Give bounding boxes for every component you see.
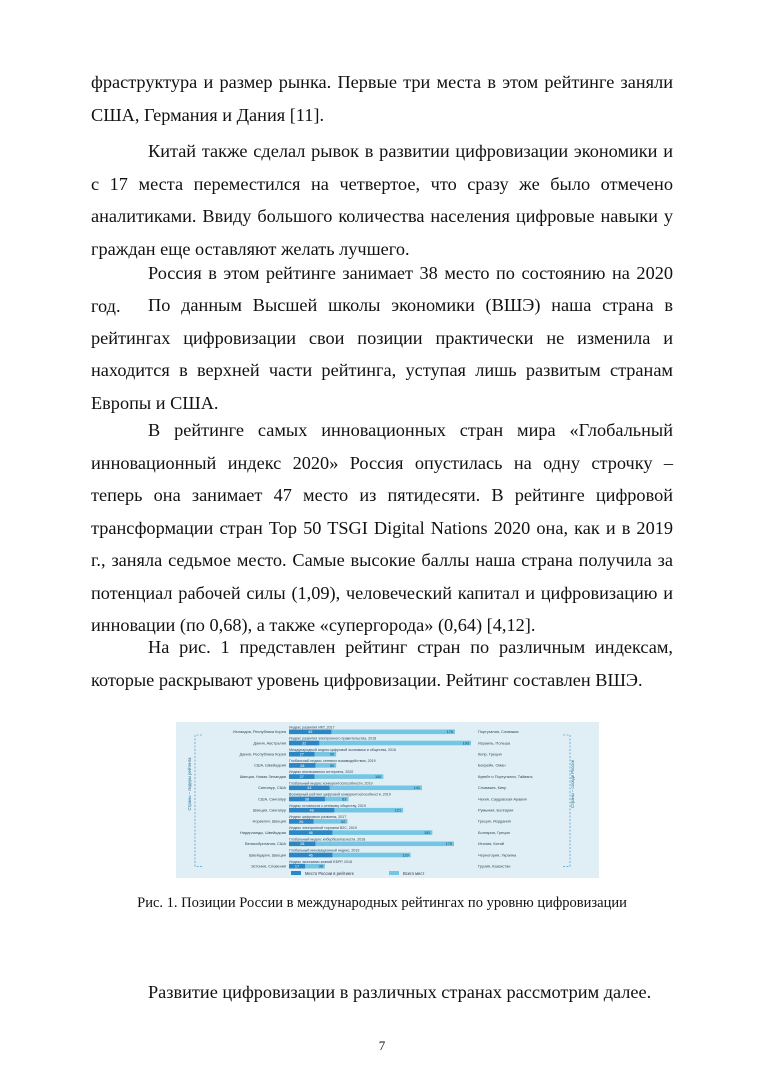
russia-value-label: 43 <box>307 786 312 791</box>
neighbor-countries: Бахрейн, Оман <box>478 762 506 768</box>
neighbor-countries: Черногория, Украина <box>478 852 517 858</box>
legend-swatch-russia <box>291 871 301 875</box>
paragraph-2: Китай также сделал рывок в развитии цифровизации экономики и с 17 места переместился на четвертое, что сразу же было отмечено аналитиками. Ввиду большого количества населения цифровые навыки у граждан еще оставляют желать лучшего. <box>91 141 673 259</box>
index-title: Глобальный инновационный индекс, 2019 <box>289 848 360 853</box>
paragraph-4: По данным Высшей школы экономики (ВШЭ) наша страна в рейтингах цифровизации свои позиции практически не изменила и находится в верхней части рейтинга, уступая лишь развитым странам Европы и США. <box>91 295 673 413</box>
leader-countries: США, Швейцария <box>254 762 286 768</box>
index-title: Индекс электронной торговли B2C, 2019 <box>289 826 357 831</box>
index-title: Индекс развития электронного правительства, 2018 <box>289 736 377 741</box>
leader-countries: Великобритания, США <box>244 841 286 847</box>
total-value-label: 129 <box>402 853 409 858</box>
russia-value-label: 45 <box>308 730 313 735</box>
index-title: Индекс цифрового развития, 2017 <box>289 815 347 819</box>
paragraph-6: На рис. 1 представлен рейтинг стран по различным индексам, которые раскрывают уровень цифровизации. Рейтинг составлен ВШЭ. <box>91 637 673 690</box>
leader-countries: Швеция, Сингапур <box>252 807 286 813</box>
index-title: Глобальный индекс конкурентоспособности, 2019 <box>289 781 373 786</box>
russia-value-label: 32 <box>301 741 307 746</box>
russia-value-label: 46 <box>308 853 313 858</box>
closing-sentence: Развитие цифровизации в различных странах рассмотрим далее. <box>148 982 652 1002</box>
leader-countries: Дания, Республика Корея <box>239 751 286 757</box>
russia-value-label: 48 <box>309 808 314 813</box>
russia-value-label: 46 <box>308 831 313 835</box>
total-value-label: 121 <box>394 808 402 813</box>
neighbor-countries: Италия, Китай <box>478 841 504 847</box>
neighbor-countries: Болгария, Греция <box>478 829 510 835</box>
legend-label-russia: Место России в рейтинге <box>305 871 355 876</box>
russia-value-label: 26 <box>299 819 304 824</box>
neighbor-countries: Чехия, Саудовская Аравия <box>478 796 527 802</box>
russia-value-label: 28 <box>300 842 305 847</box>
index-title: Всемирный рейтинг цифровой конкурентоспособности, 2019 <box>289 792 391 797</box>
leader-countries: Дания, Австралия <box>253 740 286 746</box>
total-value-label: 152 <box>423 831 431 835</box>
total-value-label: 50 <box>329 752 335 757</box>
total-value-label: 175 <box>445 842 453 847</box>
index-title: Глобальный индекс кибербезопасности, 2018 <box>289 837 366 842</box>
neighbor-countries: Португалия, Словакия <box>478 729 519 735</box>
left-axis-label: Страны – лидеры рейтинга <box>187 757 192 811</box>
right-bracket <box>563 735 570 866</box>
russia-value-label: 17 <box>294 864 300 869</box>
paragraph-3: Россия в этом рейтинге занимает 38 место по состоянию на 2020 год. <box>91 263 673 316</box>
russia-value-label: 27 <box>299 752 304 757</box>
total-value-label: 50 <box>329 763 335 768</box>
neighbor-countries: Словакия, Кипр <box>478 785 507 791</box>
index-title: Международный индекс цифровой экономики и общества, 2016 <box>289 747 397 752</box>
leader-countries: Норвегия, Швеция <box>252 818 286 824</box>
figure-rankings-chart <box>176 722 599 878</box>
paragraph-5: В рейтинге самых инновационных стран мира «Глобальный инновационный индекс 2020» Россия опустилась на одну строчку – теперь она занимает 47 место из пятидесяти. В рейтинге цифровой трансформации стран Top 50 TSGI Digital Nations 2020 она, как и в 2019 г., заняла седьмое место. Самые высокие баллы наша страна получила за потенциал рабочей силы (1,09), человеческий капитал и цифровизацию и инновации (по 0,68), а также «супергорода» (0,64) [4,12]. <box>91 420 673 635</box>
total-value-label: 62 <box>341 819 346 824</box>
russia-value-label: 28 <box>300 763 305 768</box>
leader-countries: Исландия, Республика Корея <box>232 729 286 735</box>
legend <box>291 871 424 876</box>
right-axis-label: Страны – соседи России <box>570 759 575 809</box>
leader-countries: Нидерланды, Швейцария <box>239 829 286 835</box>
legend-swatch-total <box>389 871 399 875</box>
neighbor-countries: Кипр, Греция <box>478 751 502 757</box>
total-value-label: 176 <box>446 730 453 735</box>
total-value-label: 38 <box>318 864 323 869</box>
leader-countries: США, Сингапур <box>258 796 286 802</box>
index-title: Индекс развития ИКТ, 2017 <box>289 725 335 730</box>
total-value-label: 141 <box>413 786 420 791</box>
index-title: Индекс экономики знаний ЕБРР, 2018 <box>289 859 353 864</box>
page-number: 7 <box>378 1038 386 1053</box>
neighbor-countries: Кувейт и Португалия, Тайвань <box>478 773 533 779</box>
figure-caption: Рис. 1. Позиции России в международных рейтингах по уровню цифровизации <box>137 895 627 911</box>
leader-countries: Сингапур, США <box>258 785 286 791</box>
index-title: Индекс инклюзивного интернета, 2020 <box>289 770 354 775</box>
left-bracket <box>195 735 202 866</box>
total-value-label: 193 <box>462 741 469 746</box>
neighbor-countries: Румыния, Болгария <box>478 807 514 813</box>
index-title: Индекс готовности к сетевому обществу, 2019 <box>289 803 366 808</box>
leader-countries: Эстония, Словения <box>250 863 286 869</box>
index-title: Глобальный индекс сетевого взаимодействия, 2019 <box>289 759 376 763</box>
total-value-label: 100 <box>374 775 382 779</box>
total-value-label: 63 <box>342 797 347 802</box>
paragraph-1: фраструктура и размер рынка. Первые три места в этом рейтинге заняли США, Германия и Дания [11]. <box>91 72 673 125</box>
neighbor-countries: Израиль, Польша <box>478 740 510 746</box>
legend-label-total: Всего мест <box>403 871 425 876</box>
leader-countries: Швеция, Новая Зеландия <box>239 773 286 779</box>
russia-value-label: 27 <box>299 775 304 779</box>
neighbor-countries: Греция, Иордания <box>478 818 511 824</box>
rankings-chart-svg <box>176 722 599 878</box>
russia-value-label: 38 <box>304 797 310 802</box>
leader-countries: Швейцария, Швеция <box>248 852 286 858</box>
neighbor-countries: Грузия, Казахстан <box>478 863 511 869</box>
